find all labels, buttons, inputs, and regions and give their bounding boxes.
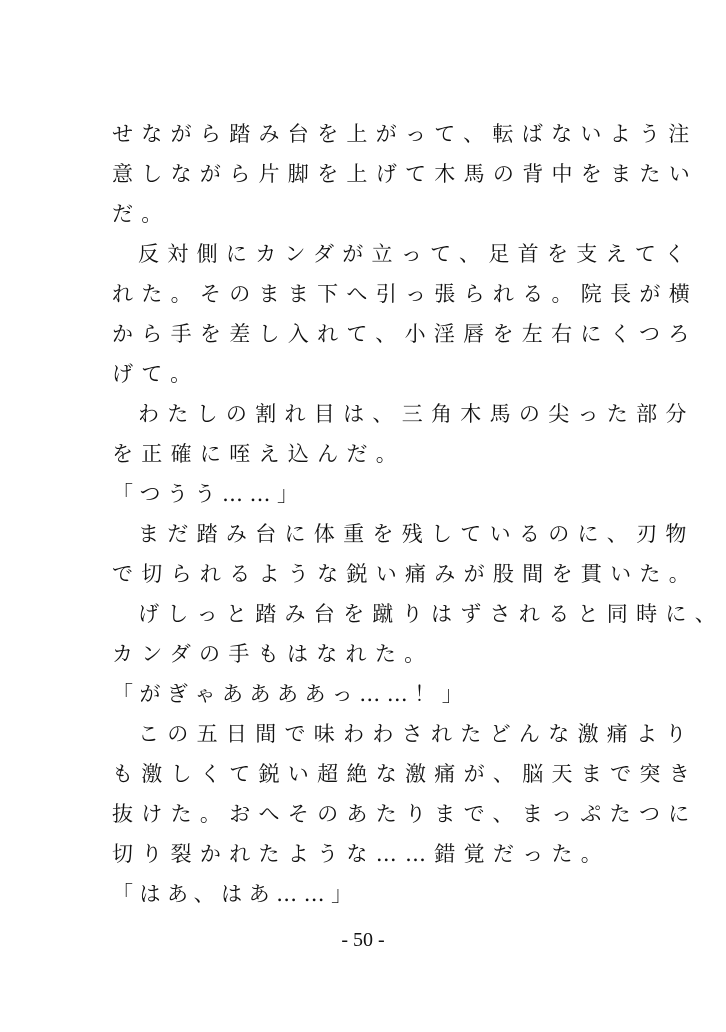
text-line: 抜けた。おへそのあたりまで、まっぷたつに xyxy=(112,802,698,826)
text-line: だ。 xyxy=(112,202,171,226)
text-line: 意しながら片脚を上げて木馬の背中をまたい xyxy=(112,162,698,186)
text-line: この五日間で味わわされたどんな激痛より xyxy=(138,722,695,746)
text-line: 切り裂かれたような……錯覚だった。 xyxy=(112,842,611,866)
text-line: わたしの割れ目は、三角木馬の尖った部分 xyxy=(138,402,695,426)
text-line: げしっと踏み台を蹴りはずされると同時に、 xyxy=(138,602,724,626)
dialogue-line: 「はあ、はあ……」 xyxy=(112,882,359,906)
text-line: で切られるような鋭い痛みが股間を貫いた。 xyxy=(112,562,698,586)
page-number: - 50 - xyxy=(341,929,385,951)
text-line: も激しくて鋭い超絶な激痛が、脳天まで突き xyxy=(112,762,698,786)
text-line: げて。 xyxy=(112,362,200,386)
body-text xyxy=(112,114,724,914)
text-line: を正確に咥え込んだ。 xyxy=(112,442,405,466)
text-line: せながら踏み台を上がって、転ばないよう注 xyxy=(112,122,698,146)
dialogue-line: 「がぎゃああああっ……！」 xyxy=(112,682,470,706)
dialogue-line: 「つうう……」 xyxy=(112,482,305,506)
text-line: から手を差し入れて、小淫唇を左右にくつろ xyxy=(112,322,698,346)
text-line: カンダの手もはなれた。 xyxy=(112,642,434,666)
text-line: まだ踏み台に体重を残しているのに、刃物 xyxy=(138,522,695,546)
text-line: 反対側にカンダが立って、足首を支えてく xyxy=(138,242,694,266)
text-line: れた。そのまま下へ引っ張られる。院長が横 xyxy=(112,282,698,306)
